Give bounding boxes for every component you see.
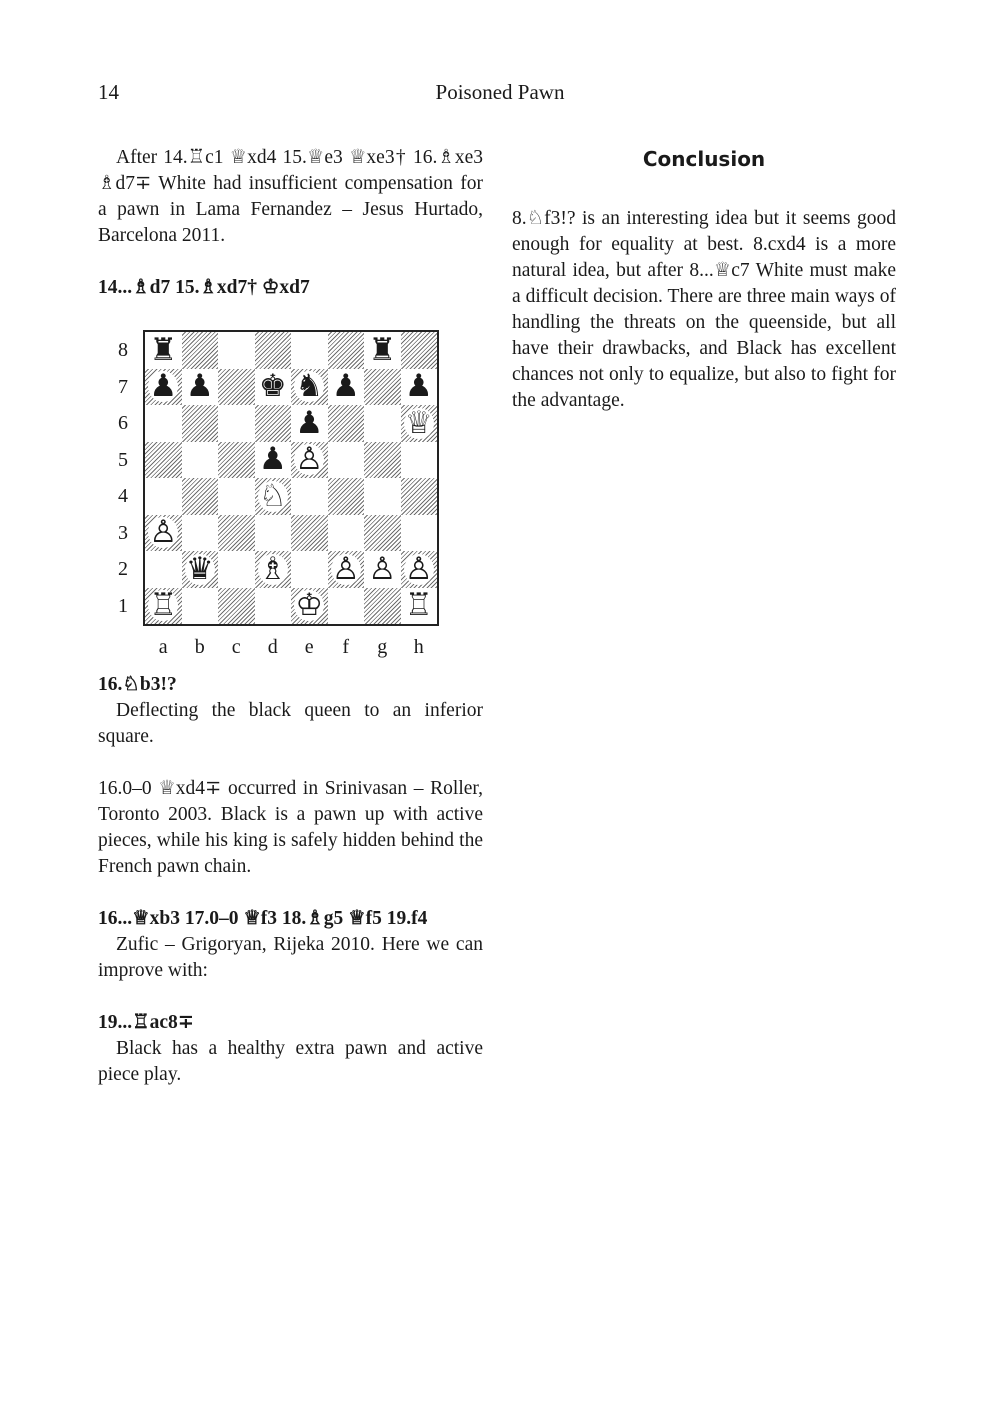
rank-label: 1: [118, 594, 128, 617]
square-d4: [255, 478, 292, 515]
chess-piece-icon: ♛: [185, 550, 214, 587]
rank-label: 2: [118, 558, 128, 581]
square-h8: [401, 332, 438, 369]
square-c3: [218, 515, 255, 552]
square-a5: [145, 442, 182, 479]
chess-piece-icon: ♙: [404, 550, 433, 587]
square-h6: [401, 405, 438, 442]
chess-piece-icon: ♙: [149, 514, 178, 551]
chess-piece-icon: ♟: [258, 441, 287, 478]
square-c1: [218, 588, 255, 625]
rank-label: 6: [118, 412, 128, 435]
chess-piece-icon: ♟: [295, 404, 324, 441]
square-c6: [218, 405, 255, 442]
conclusion-heading: Conclusion: [642, 147, 766, 171]
chess-piece-icon: ♟: [404, 368, 433, 405]
square-b2: [182, 551, 219, 588]
right-column: [512, 145, 896, 414]
rank-label: 3: [118, 521, 128, 544]
square-a1: [145, 588, 182, 625]
file-label: b: [194, 636, 205, 658]
chess-piece-icon: ♖: [149, 587, 178, 624]
square-d5: [255, 442, 292, 479]
chess-diagram: [98, 330, 488, 665]
chess-piece-icon: ♟: [331, 368, 360, 405]
square-b8: [182, 332, 219, 369]
square-f8: [328, 332, 365, 369]
square-a6: [145, 405, 182, 442]
square-d8: [255, 332, 292, 369]
square-e7: [291, 369, 328, 406]
square-e3: [291, 515, 328, 552]
square-g1: [364, 588, 401, 625]
paragraph-conclusion: 8.♘f3!? is an interesting idea but it seems good enough for equality at best. 8.cxd4 is a more natural idea, but after 8...♕c7 White must make a difficult decision. There are three main ways of handling the threats on the queenside, but all have their drawbacks, and Black has excellent chances not only to equalize, but also to fight for the advantage.: [512, 208, 896, 411]
left-column-lower: [98, 672, 483, 1088]
chessboard: [143, 330, 439, 626]
square-h4: [401, 478, 438, 515]
square-g8: [364, 332, 401, 369]
paragraph-intro: After 14.♖c1 ♕xd4 15.♕e3 ♕xe3† 16.♗xe3 ♗d7∓ White had insufficient compensation for a pawn in Lama Fernandez – Jesus Hurtado, Barcelona 2011.: [98, 147, 483, 246]
chess-piece-icon: ♕: [404, 404, 433, 441]
square-g2: [364, 551, 401, 588]
square-e5: [291, 442, 328, 479]
chess-piece-icon: ♜: [149, 331, 178, 368]
square-d6: [255, 405, 292, 442]
chess-piece-icon: ♙: [295, 441, 324, 478]
file-label: h: [413, 636, 424, 658]
paragraph-black-healthy: Black has a healthy extra pawn and active piece play.: [98, 1038, 483, 1085]
square-f1: [328, 588, 365, 625]
file-label: f: [342, 636, 350, 658]
file-label: e: [304, 636, 314, 658]
left-column: [98, 145, 483, 301]
chess-piece-icon: ♜: [368, 331, 397, 368]
square-g6: [364, 405, 401, 442]
square-f4: [328, 478, 365, 515]
paragraph-srinivasan: 16.0–0 ♕xd4∓ occurred in Srinivasan – Roller, Toronto 2003. Black is a pawn up with active pieces, while his king is safely hidden behind the French pawn chain.: [98, 778, 483, 877]
page-number: 14: [98, 80, 119, 104]
square-c4: [218, 478, 255, 515]
rank-label: 4: [118, 485, 128, 508]
chess-piece-icon: ♙: [331, 550, 360, 587]
square-f7: [328, 369, 365, 406]
move-line-16: 16.♘b3!?: [98, 674, 177, 695]
square-b4: [182, 478, 219, 515]
chess-piece-icon: ♟: [185, 368, 214, 405]
square-b6: [182, 405, 219, 442]
square-c7: [218, 369, 255, 406]
chess-piece-icon: ♗: [258, 550, 287, 587]
square-b7: [182, 369, 219, 406]
square-b3: [182, 515, 219, 552]
square-e4: [291, 478, 328, 515]
square-f5: [328, 442, 365, 479]
file-label: a: [158, 636, 168, 658]
chess-piece-icon: ♙: [368, 550, 397, 587]
square-a3: [145, 515, 182, 552]
chess-piece-icon: ♖: [404, 587, 433, 624]
square-h2: [401, 551, 438, 588]
square-g3: [364, 515, 401, 552]
square-a2: [145, 551, 182, 588]
paragraph-deflecting: Deflecting the black queen to an inferior square.: [98, 700, 483, 747]
move-line-19: 19...♖ac8∓: [98, 1012, 195, 1033]
square-b1: [182, 588, 219, 625]
square-c5: [218, 442, 255, 479]
square-d1: [255, 588, 292, 625]
chess-piece-icon: ♞: [295, 368, 324, 405]
square-h1: [401, 588, 438, 625]
square-g7: [364, 369, 401, 406]
square-e1: [291, 588, 328, 625]
square-c8: [218, 332, 255, 369]
square-f6: [328, 405, 365, 442]
square-e8: [291, 332, 328, 369]
square-b5: [182, 442, 219, 479]
square-h5: [401, 442, 438, 479]
chess-piece-icon: ♔: [295, 587, 324, 624]
move-line-16-xb3: 16...♕xb3 17.0–0 ♕f3 18.♗g5 ♕f5 19.f4: [98, 908, 428, 929]
square-c2: [218, 551, 255, 588]
rank-label: 8: [118, 339, 128, 362]
square-h3: [401, 515, 438, 552]
chess-piece-icon: ♚: [258, 368, 287, 405]
square-a7: [145, 369, 182, 406]
square-f2: [328, 551, 365, 588]
square-e2: [291, 551, 328, 588]
chess-piece-icon: ♟: [149, 368, 178, 405]
square-f3: [328, 515, 365, 552]
square-d2: [255, 551, 292, 588]
square-a4: [145, 478, 182, 515]
move-line-14: 14...♗d7 15.♗xd7† ♔xd7: [98, 277, 310, 298]
rank-label: 5: [118, 448, 128, 471]
square-h7: [401, 369, 438, 406]
square-a8: [145, 332, 182, 369]
running-title: Poisoned Pawn: [435, 80, 565, 104]
chess-piece-icon: ♘: [258, 477, 287, 514]
rank-label: 7: [118, 375, 128, 398]
square-e6: [291, 405, 328, 442]
file-label: d: [267, 636, 278, 658]
square-g5: [364, 442, 401, 479]
square-g4: [364, 478, 401, 515]
square-d7: [255, 369, 292, 406]
square-d3: [255, 515, 292, 552]
file-label: g: [377, 636, 388, 658]
file-label: c: [231, 636, 241, 658]
paragraph-zufic: Zufic – Grigoryan, Rijeka 2010. Here we can improve with:: [98, 934, 483, 981]
